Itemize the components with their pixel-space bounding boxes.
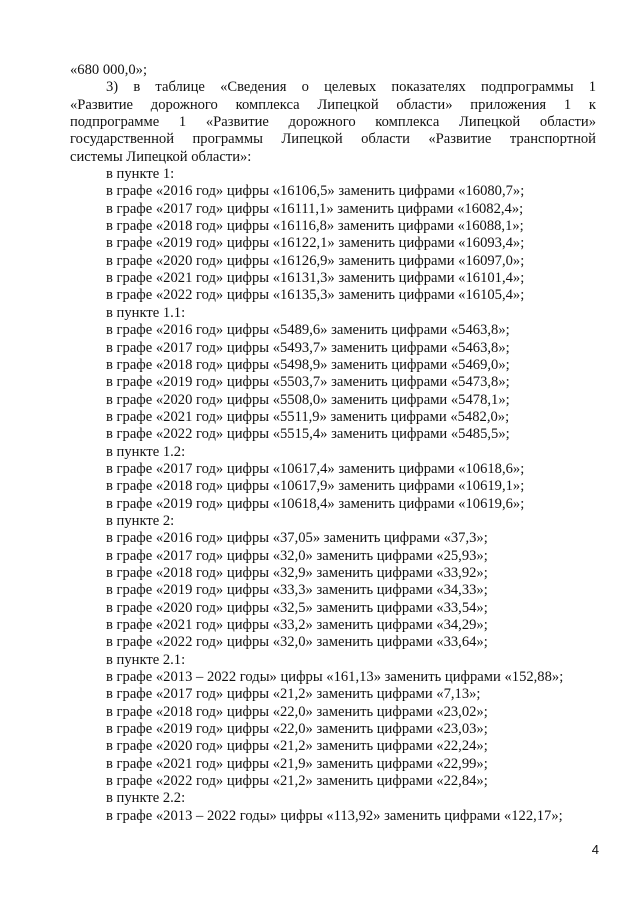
list-item: в графе «2020 год» цифры «32,5» заменить цифрами «33,54»; (106, 599, 488, 616)
list-item: в графе «2019 год» цифры «5503,7» заменить цифрами «5473,8»; (106, 374, 510, 391)
list-item: в графе «2022 год» цифры «5515,4» заменить цифрами «5485,5»; (106, 426, 510, 443)
list-item: в графе «2017 год» цифры «5493,7» заменить цифрами «5463,8»; (106, 339, 510, 356)
section-heading: в пункте 1.1: (106, 304, 186, 321)
list-item: в графе «2022 год» цифры «21,2» заменить цифрами «22,84»; (106, 773, 488, 790)
list-item: в графе «2016 год» цифры «37,05» заменить цифрами «37,3»; (106, 530, 488, 547)
list-item: в графе «2018 год» цифры «5498,9» заменить цифрами «5469,0»; (106, 356, 510, 373)
paragraph-line: 3) в таблице «Сведения о целевых показателях подпрограммы 1 (106, 79, 596, 96)
opening-line: «680 000,0»; (70, 62, 148, 78)
paragraph-line: подпрограмме 1 «Развитие дорожного комплекса Липецкой области» (70, 114, 596, 131)
section-heading: в пункте 2.1: (106, 651, 186, 668)
paragraph-line: государственной программы Липецкой области «Развитие транспортной (70, 131, 596, 148)
list-item: в графе «2021 год» цифры «33,2» заменить цифрами «34,29»; (106, 617, 488, 633)
paragraph-line: системы Липецкой области»: (70, 148, 252, 165)
list-item: в графе «2021 год» цифры «5511,9» заменить цифрами «5482,0»; (106, 408, 510, 425)
list-item: в графе «2021 год» цифры «21,9» заменить цифрами «22,99»; (106, 755, 488, 772)
list-item: в графе «2022 год» цифры «32,0» заменить цифрами «33,64»; (106, 634, 488, 651)
document-body (70, 62, 596, 825)
list-item: в графе «2019 год» цифры «16122,1» заменить цифрами «16093,4»; (106, 235, 525, 252)
list-item: в графе «2020 год» цифры «5508,0» заменить цифрами «5478,1»; (106, 391, 510, 408)
section-heading: в пункте 1: (106, 166, 175, 183)
list-item: в графе «2022 год» цифры «16135,3» заменить цифрами «16105,4»; (106, 287, 525, 304)
list-item: в графе «2020 год» цифры «21,2» заменить цифрами «22,24»; (106, 738, 488, 755)
list-item: в графе «2017 год» цифры «32,0» заменить цифрами «25,93»; (106, 547, 488, 564)
list-item: в графе «2020 год» цифры «16126,9» заменить цифрами «16097,0»; (106, 252, 525, 269)
page-number: 4 (591, 842, 599, 857)
list-item: в графе «2016 год» цифры «16106,5» заменить цифрами «16080,7»; (106, 183, 525, 200)
list-item: в графе «2018 год» цифры «16116,8» заменить цифрами «16088,1»; (106, 218, 524, 235)
list-item: в графе «2019 год» цифры «10618,4» заменить цифрами «10619,6»; (106, 495, 525, 512)
list-item: в графе «2019 год» цифры «22,0» заменить цифрами «23,03»; (106, 721, 488, 738)
list-item: в графе «2018 год» цифры «10617,9» заменить цифрами «10619,1»; (106, 478, 525, 495)
section-heading: в пункте 2: (106, 512, 175, 529)
list-item: в графе «2013 – 2022 годы» цифры «161,13» заменить цифрами «152,88»; (106, 669, 564, 686)
list-item: в графе «2019 год» цифры «33,3» заменить цифрами «34,33»; (106, 582, 488, 599)
section-heading: в пункте 2.2: (106, 790, 186, 807)
list-item: в графе «2017 год» цифры «21,2» заменить цифрами «7,13»; (106, 686, 481, 703)
paragraph-line: «Развитие дорожного комплекса Липецкой области» приложения 1 к (70, 96, 596, 113)
list-item: в графе «2017 год» цифры «16111,1» заменить цифрами «16082,4»; (106, 200, 524, 217)
list-item: в графе «2013 – 2022 годы» цифры «113,92» заменить цифрами «122,17»; (106, 807, 563, 824)
list-item: в графе «2016 год» цифры «5489,6» заменить цифрами «5463,8»; (106, 322, 510, 339)
amendment-list (70, 166, 596, 825)
section-heading: в пункте 1.2: (106, 443, 186, 460)
amendment-paragraph (70, 79, 596, 166)
list-item: в графе «2017 год» цифры «10617,4» заменить цифрами «10618,6»; (106, 460, 525, 477)
list-item: в графе «2021 год» цифры «16131,3» заменить цифрами «16101,4»; (106, 270, 525, 287)
list-item: в графе «2018 год» цифры «32,9» заменить цифрами «33,92»; (106, 564, 488, 581)
list-item: в графе «2018 год» цифры «22,0» заменить цифрами «23,02»; (106, 703, 488, 720)
